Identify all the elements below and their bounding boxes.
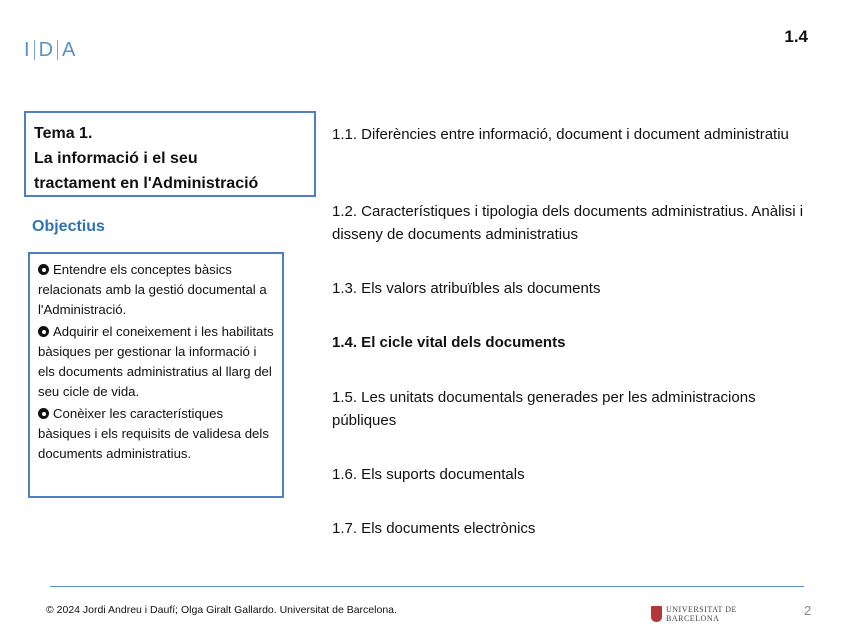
university-logo <box>651 605 737 623</box>
toc-item-1-3[interactable]: 1.3. Els valors atribuïbles als documents <box>332 280 601 297</box>
topic-box <box>24 111 316 197</box>
logo-letter-a: A <box>62 39 76 61</box>
logo-letter-i: I <box>24 39 30 61</box>
circle-bullet-icon <box>38 408 49 419</box>
objectives-heading: Objectius <box>32 218 105 235</box>
university-name-line2: BARCELONA <box>666 614 720 623</box>
university-crest-icon <box>651 606 662 622</box>
objectives-box <box>28 252 284 498</box>
footer-divider <box>50 586 804 587</box>
toc-item-1-5[interactable]: 1.5. Les unitats documentals generades per les administracions públiques <box>332 389 756 429</box>
objective-item <box>38 260 274 320</box>
objective-text: Conèixer les característiques bàsiques i els requisits de validesa dels documents administratius. <box>38 406 269 461</box>
objective-text: Entendre els conceptes bàsics relacionats amb la gestió documental a l'Administració. <box>38 262 267 317</box>
toc-item-1-7[interactable]: 1.7. Els documents electrònics <box>332 520 536 537</box>
toc-item-1-2[interactable]: 1.2. Característiques i tipologia dels documents administratius. Anàlisi i disseny de documents administratius <box>332 203 804 243</box>
topic-title: Tema 1. <box>34 125 93 142</box>
topic-subtitle-line1: La informació i el seu <box>34 150 198 167</box>
objective-item <box>38 322 274 402</box>
logo-divider <box>57 40 58 60</box>
toc-item-1-1[interactable]: 1.1. Diferències entre informació, document i document administratiu <box>332 126 789 143</box>
logo-letter-d: D <box>38 39 54 61</box>
toc-item-1-4-current[interactable]: 1.4. El cicle vital dels documents <box>332 334 566 351</box>
ida-logo <box>24 30 75 60</box>
circle-bullet-icon <box>38 264 49 275</box>
topic-subtitle-line2: tractament en l'Administració <box>34 175 259 192</box>
page-number: 2 <box>804 603 812 618</box>
circle-bullet-icon <box>38 326 49 337</box>
slide-number: 1.4 <box>784 27 808 46</box>
university-name-line1: UNIVERSITAT DE <box>666 605 737 614</box>
copyright-text: © 2024 Jordi Andreu i Daufí; Olga Giralt Gallardo. Universitat de Barcelona. <box>46 604 397 616</box>
toc-item-1-6[interactable]: 1.6. Els suports documentals <box>332 466 525 483</box>
objective-item <box>38 404 274 464</box>
objective-text: Adquirir el coneixement i les habilitats bàsiques per gestionar la informació i els documents administratius al llarg del seu cicle de vida. <box>38 324 274 399</box>
logo-divider <box>34 40 35 60</box>
